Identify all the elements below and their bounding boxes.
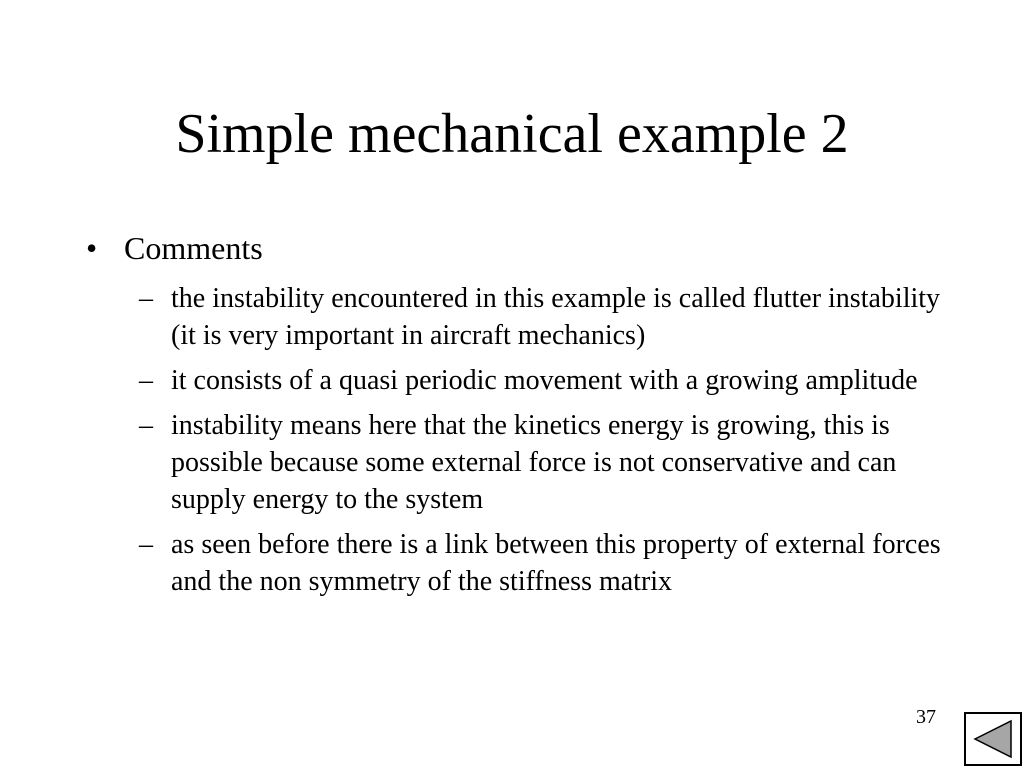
triangle-left-icon xyxy=(966,714,1020,764)
bullet-item-comments xyxy=(86,228,263,268)
sub-bullet-text: the instability encountered in this example is called flutter instability (it is very important in aircraft mechanics) xyxy=(171,283,941,351)
sub-bullet-item xyxy=(139,526,959,600)
dash-mark: – xyxy=(139,365,153,396)
sub-bullet-item xyxy=(139,407,959,518)
dash-mark: – xyxy=(139,529,153,560)
sub-bullet-text: as seen before there is a link between this property of external forces and the non symmetry of the stiffness matrix xyxy=(171,529,941,597)
sub-bullet-item xyxy=(139,362,959,399)
sub-bullet-item xyxy=(139,280,959,354)
dash-mark: – xyxy=(139,283,153,314)
sub-bullet-list xyxy=(139,280,959,608)
previous-slide-button[interactable] xyxy=(964,712,1022,766)
dash-mark: – xyxy=(139,410,153,441)
slide-title: Simple mechanical example 2 xyxy=(175,103,849,165)
bullet-mark: • xyxy=(86,230,98,266)
bullet-label: Comments xyxy=(124,230,263,266)
slide-number: 37 xyxy=(916,706,936,728)
sub-bullet-text: instability means here that the kinetics energy is growing, this is possible because some external force is not conservative and can supply energy to the system xyxy=(171,410,897,515)
sub-bullet-text: it consists of a quasi periodic movement with a growing amplitude xyxy=(171,365,918,396)
